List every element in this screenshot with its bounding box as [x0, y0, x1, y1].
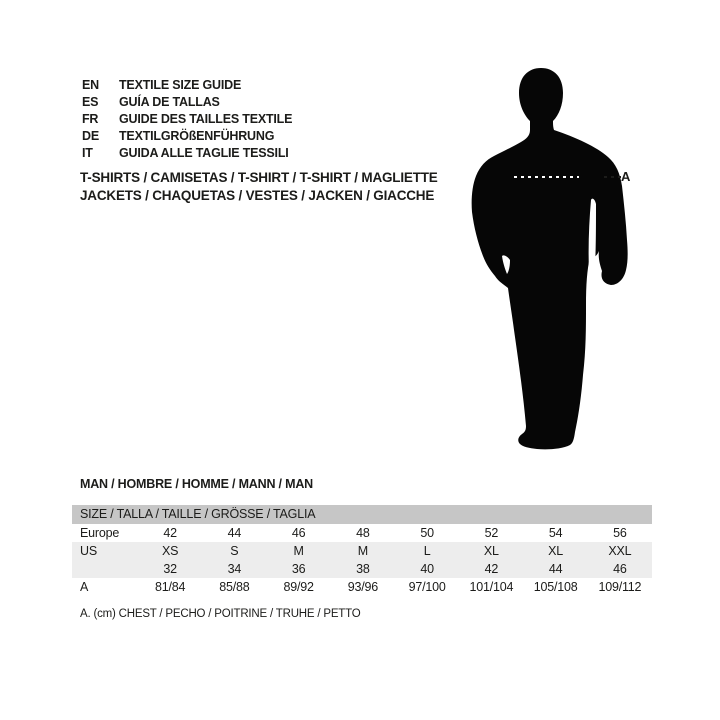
size-cell: 38: [356, 562, 370, 576]
section-title-man: MAN / HOMBRE / HOMME / MANN / MAN: [80, 477, 313, 491]
garment-categories: [80, 169, 438, 204]
table-row-europe: [72, 524, 652, 542]
language-code: FR: [82, 112, 99, 126]
man-silhouette-icon: [440, 60, 640, 465]
size-cell: XL: [548, 544, 564, 558]
size-cell: 109/112: [598, 580, 642, 594]
language-code: ES: [82, 95, 99, 109]
language-code: EN: [82, 78, 99, 92]
size-cell: 93/96: [347, 580, 379, 594]
size-cell: 81/84: [154, 580, 186, 594]
size-cell: M: [357, 544, 368, 558]
row-label: [72, 560, 138, 578]
footnote-chest-measurement: A. (cm) CHEST / PECHO / POITRINE / TRUHE / PETTO: [80, 608, 361, 620]
size-cell: 85/88: [219, 580, 250, 594]
size-cell: 44: [548, 562, 563, 576]
language-row: [82, 77, 292, 94]
table-row-us: [72, 542, 652, 560]
row-label: A: [80, 580, 89, 594]
size-cell: 46: [613, 562, 627, 576]
size-cell: 40: [420, 562, 434, 576]
category-line-tshirts: T-SHIRTS / CAMISETAS / T-SHIRT / T-SHIRT / MAGLIETTE: [80, 170, 438, 185]
size-cell: L: [423, 544, 431, 558]
size-cell: 101/104: [469, 580, 514, 594]
size-cell: XL: [483, 544, 499, 558]
size-cell: 34: [227, 562, 242, 576]
size-cell: 50: [420, 526, 434, 540]
language-code: IT: [82, 146, 93, 160]
language-guide-list: [82, 77, 292, 162]
size-cell: M: [293, 544, 304, 558]
size-cell: 44: [227, 526, 242, 540]
language-label: TEXTILE SIZE GUIDE: [119, 78, 242, 92]
language-label: GUÍA DE TALLAS: [119, 95, 220, 109]
size-cell: 42: [163, 526, 177, 540]
size-cell: 42: [484, 562, 499, 576]
row-label: US: [80, 544, 97, 558]
size-cell: 52: [484, 526, 499, 540]
man-silhouette-path: [472, 68, 631, 449]
language-label: TEXTILGRÖßENFÜHRUNG: [119, 129, 275, 143]
size-cell: 54: [548, 526, 563, 540]
size-cell: 56: [613, 526, 627, 540]
category-line-jackets: JACKETS / CHAQUETAS / VESTES / JACKEN / GIACCHE: [80, 187, 435, 203]
table-row-chest-a: [72, 578, 652, 596]
size-cell: 105/108: [533, 580, 578, 594]
language-row: [82, 94, 292, 111]
size-cell: 97/100: [408, 580, 446, 594]
size-cell: 48: [356, 526, 370, 540]
man-silhouette-figure: [440, 60, 640, 465]
size-table-header-bar: SIZE / TALLA / TAILLE / GRÖSSE / TAGLIA: [72, 505, 652, 524]
measurement-label-a: A: [621, 169, 631, 184]
size-cell: 32: [163, 562, 177, 576]
language-label: GUIDA ALLE TAGLIE TESSILI: [119, 146, 289, 160]
size-cell: XXL: [608, 544, 632, 558]
size-cell: S: [230, 544, 239, 558]
row-label: Europe: [80, 526, 120, 540]
size-cell: 46: [291, 526, 306, 540]
language-code: DE: [82, 129, 99, 143]
size-cell: XS: [161, 544, 179, 558]
language-row: [82, 145, 292, 162]
language-row: [82, 111, 292, 128]
language-row: [82, 128, 292, 145]
size-table: [72, 505, 652, 596]
size-cell: 89/92: [283, 580, 314, 594]
size-cell: 36: [291, 562, 306, 576]
language-label: GUIDE DES TAILLES TEXTILE: [119, 112, 293, 126]
table-row-numeric: [72, 560, 652, 578]
